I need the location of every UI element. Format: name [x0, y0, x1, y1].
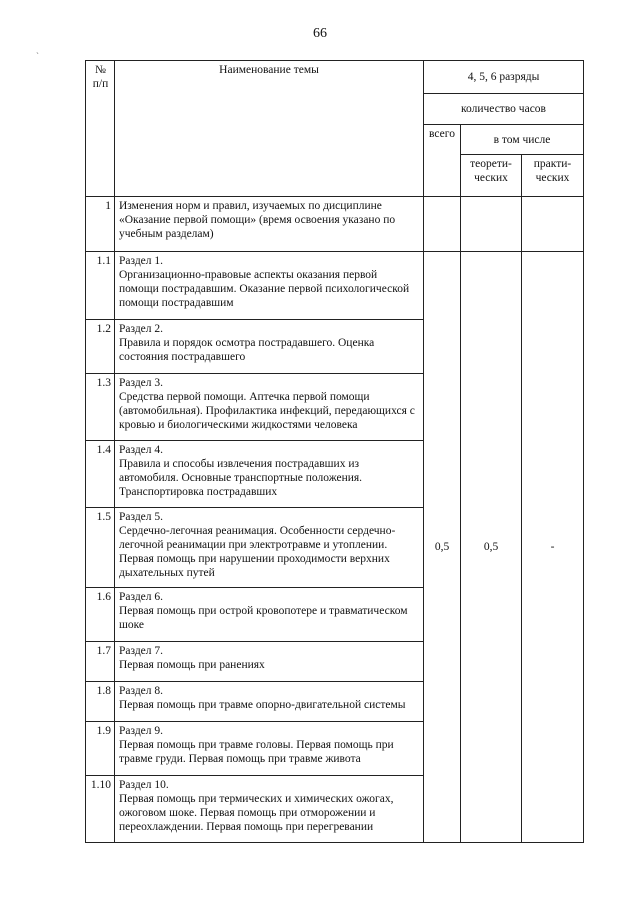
theory-hours-value: 0,5 [461, 252, 522, 843]
section-text: Первая помощь при термических и химических ожогах, ожоговом шоке. Первая помощь при отморожении и переохлаждении. Первая помощь при перегревании [119, 793, 394, 833]
section-cell [115, 682, 424, 722]
section-num: 1.4 [86, 441, 115, 508]
section-text: Сердечно-легочная реанимация. Особенности сердечно-легочной реанимации при электротравме и утоплении. Первая помощь при нарушении проходимости верхних дыхательных путей [119, 525, 396, 579]
header-practice: практи- ческих [522, 155, 584, 197]
header-total: всего [424, 125, 461, 197]
section-text: Первая помощь при травме опорно-двигательной системы [119, 699, 406, 711]
table-row [86, 252, 584, 320]
section-title: Раздел 5. [119, 511, 164, 523]
section-title: Раздел 9. [119, 725, 164, 737]
section-title: Раздел 8. [119, 685, 164, 697]
header-grades: 4, 5, 6 разряды [424, 61, 584, 94]
section-num: 1.9 [86, 722, 115, 776]
practice-hours-value: - [522, 252, 584, 843]
curriculum-table [85, 60, 584, 843]
section-title: Раздел 7. [119, 645, 164, 657]
section-text: Организационно-правовые аспекты оказания первой помощи пострадавшим. Оказание первой психологической помощи пострадавшим [119, 269, 410, 309]
section-cell [115, 252, 424, 320]
section-text: Первая помощь при острой кровопотере и травматическом шоке [119, 605, 408, 631]
section-cell [115, 508, 424, 588]
section-title: Раздел 1. [119, 255, 164, 267]
row-theory [461, 197, 522, 252]
section-cell [115, 320, 424, 374]
header-num: № п/п [86, 61, 115, 197]
table-row [86, 197, 584, 252]
section-title: Раздел 4. [119, 444, 164, 456]
margin-mark: ˏ [36, 44, 39, 54]
header-theory: теорети- ческих [461, 155, 522, 197]
section-cell [115, 722, 424, 776]
section-text: Правила и способы извлечения пострадавших из автомобиля. Основные транспортные положения. Транспортировка пострадавших [119, 458, 363, 498]
section-num: 1.8 [86, 682, 115, 722]
section-cell [115, 642, 424, 682]
section-num: 1.5 [86, 508, 115, 588]
header-name: Наименование темы [115, 61, 424, 197]
row-total [424, 197, 461, 252]
section-title: Раздел 2. [119, 323, 164, 335]
header-including: в том числе [461, 125, 584, 155]
section-title: Раздел 3. [119, 377, 164, 389]
section-num: 1.2 [86, 320, 115, 374]
section-num: 1.1 [86, 252, 115, 320]
section-cell [115, 588, 424, 642]
section-cell [115, 776, 424, 843]
section-num: 1.3 [86, 374, 115, 441]
section-text: Средства первой помощи. Аптечка первой помощи (автомобильная). Профилактика инфекций, передающихся с кровью и биологическими жидкостями человека [119, 391, 415, 431]
section-num: 1.10 [86, 776, 115, 843]
section-title: Раздел 10. [119, 779, 169, 791]
section-cell [115, 441, 424, 508]
row-num: 1 [86, 197, 115, 252]
total-hours-value: 0,5 [424, 252, 461, 843]
header-hours: количество часов [424, 94, 584, 125]
page-number: 66 [313, 26, 327, 41]
row-text: Изменения норм и правил, изучаемых по дисциплине «Оказание первой помощи» (время освоения указано по учебным разделам) [115, 197, 424, 252]
section-text: Первая помощь при ранениях [119, 659, 265, 671]
section-text: Правила и порядок осмотра пострадавшего. Оценка состояния пострадавшего [119, 337, 375, 363]
section-num: 1.7 [86, 642, 115, 682]
section-title: Раздел 6. [119, 591, 164, 603]
section-cell [115, 374, 424, 441]
row-practice [522, 197, 584, 252]
section-num: 1.6 [86, 588, 115, 642]
section-text: Первая помощь при травме головы. Первая помощь при травме груди. Первая помощь при травме живота [119, 739, 394, 765]
header-row-1 [86, 61, 584, 94]
